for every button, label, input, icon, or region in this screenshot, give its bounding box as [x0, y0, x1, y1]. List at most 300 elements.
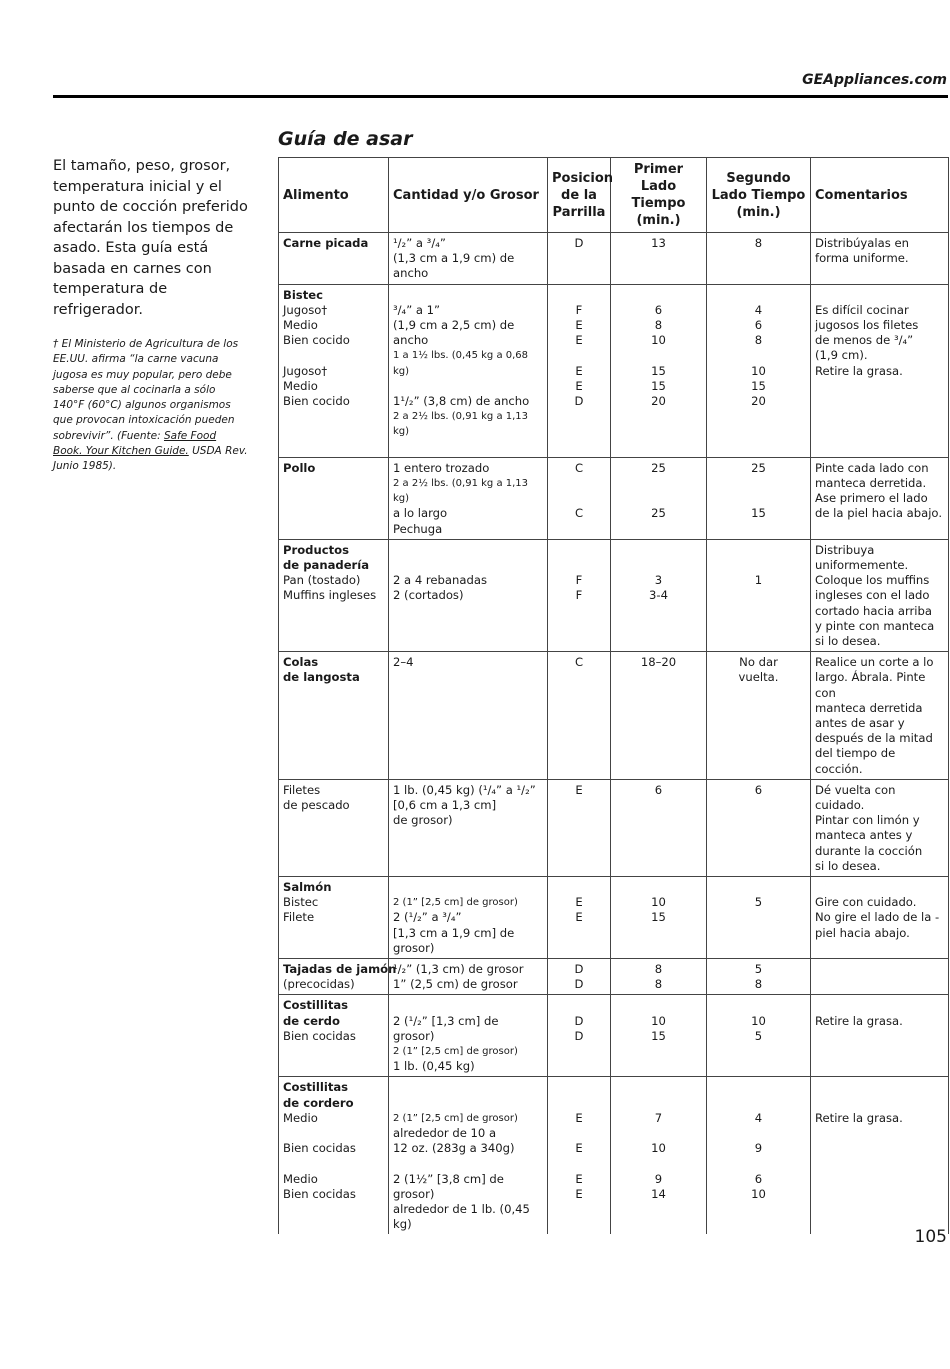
- quantity-cell: [389, 779, 548, 876]
- cell-line: 7: [654, 1110, 663, 1125]
- cell-line: Retire la grasa.: [815, 363, 903, 378]
- food-item: Filete: [283, 910, 315, 925]
- cell-line: [711, 558, 806, 573]
- page-number: 105: [914, 1227, 947, 1247]
- cell-line: [815, 1172, 944, 1187]
- cell-line: [393, 998, 543, 1013]
- food-item: de pescado: [283, 798, 350, 813]
- cell-line: 8: [754, 236, 763, 250]
- cell-line: 25: [651, 506, 666, 521]
- cell-line: 10: [751, 1186, 766, 1201]
- cell-line: No gire el lado de la -: [815, 910, 940, 925]
- cell-line: Distribúyalas en: [815, 236, 909, 250]
- table-row: [279, 233, 949, 285]
- cell-line: 2 (1” [2,5 cm] de grosor): [393, 1046, 518, 1058]
- cell-line: 5: [754, 1028, 763, 1043]
- food-category: Costillitas: [283, 998, 349, 1013]
- cell-line: Distribuya: [815, 542, 875, 557]
- cell-line: 8: [654, 977, 663, 992]
- food-category: Colas: [283, 655, 319, 670]
- food-item: [283, 1156, 384, 1171]
- cell-line: ingleses con el lado: [815, 588, 930, 603]
- food-category: Salmón: [283, 880, 332, 895]
- cell-line: [1,3 cm a 1,9 cm] de grosor): [393, 925, 515, 955]
- table-row: [279, 539, 949, 651]
- cell-line: E: [575, 1141, 583, 1156]
- food-cell: [279, 284, 389, 457]
- cell-line: [393, 1096, 543, 1111]
- cell-line: 25: [751, 460, 766, 475]
- cell-line: piel hacia abajo.: [815, 925, 910, 940]
- cell-line: E: [575, 1171, 583, 1186]
- cell-line: 15: [651, 378, 666, 393]
- cell-line: [711, 910, 806, 925]
- table-body: [279, 233, 949, 1235]
- grilling-guide-table: [278, 157, 949, 1234]
- quantity-cell: [389, 1077, 548, 1234]
- food-item: Medio: [283, 318, 318, 333]
- table-row: [279, 284, 949, 457]
- first-side-cell: [611, 1077, 707, 1234]
- cell-line: [552, 288, 606, 303]
- cell-line: Pintar con limón y: [815, 813, 920, 828]
- rack-position-cell: [548, 877, 611, 959]
- first-side-cell: [611, 652, 707, 780]
- cell-line: [552, 476, 606, 491]
- first-side-cell: [611, 539, 707, 651]
- cell-line: [711, 476, 806, 491]
- cell-line: de la piel hacia abajo.: [815, 506, 943, 521]
- food-cell: [279, 779, 389, 876]
- food-item: Bien cocidas: [283, 1028, 356, 1043]
- food-category: Productos: [283, 542, 350, 557]
- cell-line: y pinte con manteca: [815, 618, 935, 633]
- comments-cell: [811, 284, 949, 457]
- food-category: Costillitas: [283, 1080, 349, 1095]
- rack-position-cell: [548, 995, 611, 1077]
- cell-line: [815, 962, 944, 977]
- table-row: [279, 779, 949, 876]
- cell-line: 8: [754, 977, 763, 992]
- cell-line: [393, 379, 543, 394]
- cell-line: F: [575, 588, 583, 603]
- cell-line: [711, 1126, 806, 1141]
- cell-line: E: [575, 333, 583, 348]
- comments-cell: [811, 995, 949, 1077]
- quantity-cell: [389, 539, 548, 651]
- second-side-cell: [707, 1077, 811, 1234]
- cell-line: 6: [754, 1171, 763, 1186]
- cell-line: Retire la grasa.: [815, 1013, 903, 1028]
- footnote: [53, 337, 248, 475]
- food-item: [283, 348, 384, 363]
- cell-line: si lo desea.: [815, 634, 881, 649]
- cell-line: Pinte cada lado con: [815, 460, 929, 475]
- cell-line: [815, 1044, 944, 1059]
- table-row: [279, 652, 949, 780]
- cell-line: Gire con cuidado.: [815, 895, 917, 910]
- cell-line: [393, 440, 543, 455]
- cell-line: 4: [754, 1110, 763, 1125]
- cell-line: 9: [754, 1141, 763, 1156]
- rack-position-cell: [548, 779, 611, 876]
- food-item: Pan (tostado): [283, 573, 361, 588]
- second-side-cell: [707, 233, 811, 285]
- comments-cell: [811, 652, 949, 780]
- cell-line: del tiempo de cocción.: [815, 746, 896, 776]
- cell-line: cortado hacia arriba: [815, 603, 932, 618]
- cell-line: [711, 926, 806, 941]
- cell-line: E: [575, 378, 583, 393]
- cell-line: [615, 1096, 702, 1111]
- comments-cell: [811, 233, 949, 285]
- cell-line: [815, 1126, 944, 1141]
- quantity-cell: [389, 284, 548, 457]
- cell-line: (1,9 cm).: [815, 348, 868, 363]
- food-item: Bien cocido: [283, 333, 350, 348]
- cell-line: [552, 1044, 606, 1059]
- table-row: [279, 457, 949, 539]
- food-item: Bien cocido: [283, 394, 350, 409]
- intro-text: El tamaño, peso, grosor, temperatura inicial y el punto de cocción preferido afectarán los tiempos de asado. Esta guía está basada en carnes con temperatura de refrigerador.: [53, 158, 248, 318]
- cell-line: [711, 348, 806, 363]
- first-side-cell: [611, 284, 707, 457]
- second-side-cell: [707, 652, 811, 780]
- cell-line: [711, 588, 806, 603]
- cell-line: vuelta.: [738, 670, 779, 685]
- cell-line: [711, 1096, 806, 1111]
- food-item: Medio: [283, 1110, 318, 1125]
- cell-line: [711, 880, 806, 895]
- cell-line: [615, 288, 702, 303]
- table-row: [279, 959, 949, 995]
- cell-line: [615, 491, 702, 506]
- cell-line: No dar: [739, 655, 778, 670]
- cell-line: [815, 998, 944, 1013]
- cell-line: 2 (1½” [3,8 cm] de grosor): [393, 1171, 504, 1201]
- cell-line: 12 oz. (283g a 340g): [393, 1141, 515, 1156]
- food-item: Filetes: [283, 782, 321, 797]
- footnote-source: Safe Food Book. Your Kitchen Guide.: [53, 429, 217, 458]
- cell-line: 5: [754, 962, 763, 977]
- cell-line: 18–20: [640, 655, 677, 670]
- cell-line: E: [575, 910, 583, 925]
- quantity-cell: [389, 959, 548, 995]
- cell-line: ¹/₂” a ³/₄”: [393, 236, 446, 250]
- cell-line: Pechuga: [393, 521, 443, 536]
- cell-line: 1 entero trozado: [393, 460, 490, 475]
- cell-line: F: [575, 302, 583, 317]
- cell-line: de grosor): [393, 813, 453, 828]
- food-cell: [279, 652, 389, 780]
- cell-line: Realice un corte a lo: [815, 655, 934, 670]
- food-cell: [279, 539, 389, 651]
- food-cell: [279, 1077, 389, 1234]
- cell-line: F: [575, 573, 583, 588]
- cell-line: [815, 1141, 944, 1156]
- rack-position-cell: [548, 959, 611, 995]
- cell-line: 5: [754, 895, 763, 910]
- cell-line: 8: [654, 962, 663, 977]
- cell-line: [815, 1029, 944, 1044]
- cell-line: Dé vuelta con cuidado.: [815, 782, 896, 813]
- second-side-cell: [707, 877, 811, 959]
- cell-line: 20: [651, 394, 666, 408]
- table-header-row: [279, 158, 949, 233]
- cell-line: 1 a 1½ lbs. (0,45 kg a 0,68 kg): [393, 350, 529, 377]
- cell-line: manteca derretida: [815, 700, 923, 715]
- cell-line: [711, 1044, 806, 1059]
- cell-line: E: [575, 1186, 583, 1201]
- cell-line: [815, 394, 944, 409]
- comments-cell: [811, 539, 949, 651]
- table-row: [279, 1077, 949, 1234]
- comments-cell: [811, 457, 949, 539]
- cell-line: 10: [651, 895, 666, 910]
- second-side-cell: [707, 959, 811, 995]
- cell-line: 2 (¹/₂” a ³/₄”: [393, 910, 462, 925]
- second-side-cell: [707, 284, 811, 457]
- cell-line: E: [575, 363, 583, 378]
- food-item: Bien cocidas: [283, 1186, 356, 1201]
- cell-line: 2 (1” [2,5 cm] de grosor): [393, 897, 518, 909]
- rack-position-cell: [548, 284, 611, 457]
- second-side-cell: [707, 539, 811, 651]
- cell-line: 10: [751, 1013, 766, 1028]
- cell-line: 1 lb. (0,45 kg) (¹/₄” a ¹/₂”: [393, 782, 536, 797]
- cell-line: C: [574, 655, 584, 670]
- cell-line: [552, 926, 606, 941]
- cell-line: forma uniforme.: [815, 251, 909, 266]
- cell-line: [815, 288, 944, 303]
- cell-line: después de la mitad: [815, 731, 933, 746]
- cell-line: [711, 543, 806, 558]
- cell-line: ¹/₂” (1,3 cm) de grosor: [393, 962, 524, 977]
- first-side-cell: [611, 877, 707, 959]
- food-item: Bistec: [283, 895, 319, 910]
- cell-line: E: [575, 782, 583, 797]
- cell-line: 14: [651, 1186, 666, 1201]
- food-cell: [279, 877, 389, 959]
- cell-line: largo. Ábrala. Pinte con: [815, 670, 926, 700]
- rack-position-cell: [548, 539, 611, 651]
- cell-line: a lo largo: [393, 506, 448, 521]
- cell-line: [815, 880, 944, 895]
- cell-line: E: [575, 895, 583, 910]
- cell-line: 2 a 4 rebanadas: [393, 573, 487, 588]
- cell-line: 2 a 2½ lbs. (0,91 kg a 1,13 kg): [393, 411, 529, 438]
- second-side-cell: [707, 457, 811, 539]
- cell-line: 1 lb. (0,45 kg): [393, 1059, 475, 1074]
- food-cell: [279, 959, 397, 995]
- comments-cell: [811, 877, 949, 959]
- quantity-cell: [389, 877, 548, 959]
- cell-line: antes de asar y: [815, 716, 905, 731]
- cell-line: uniformemente.: [815, 558, 909, 573]
- cell-line: 8: [654, 318, 663, 332]
- cell-line: [393, 543, 543, 558]
- first-side-cell: [611, 959, 707, 995]
- rack-position-cell: [548, 652, 611, 780]
- cell-line: 6: [754, 318, 763, 332]
- cell-line: (1,9 cm a 2,5 cm) de ancho: [393, 318, 515, 348]
- header-comments: Comentarios: [811, 158, 949, 233]
- cell-line: D: [574, 962, 584, 977]
- cell-line: [711, 288, 806, 303]
- food-category: Carne picada: [283, 236, 369, 250]
- cell-line: [711, 1156, 806, 1171]
- cell-line: 15: [651, 910, 666, 925]
- cell-line: [552, 558, 606, 573]
- cell-line: D: [574, 1028, 584, 1043]
- cell-line: [615, 543, 702, 558]
- cell-line: [615, 1044, 702, 1059]
- cell-line: [552, 1096, 606, 1111]
- site-url: GEAppliances.com: [802, 72, 947, 88]
- first-side-cell: [611, 779, 707, 876]
- cell-line: E: [575, 318, 583, 332]
- cell-line: [393, 288, 543, 303]
- cell-line: C: [574, 460, 584, 475]
- cell-line: C: [574, 506, 584, 521]
- header-food: Alimento: [279, 158, 389, 233]
- cell-line: [552, 1080, 606, 1095]
- cell-line: [552, 348, 606, 363]
- food-item: Bien cocidas: [283, 1141, 356, 1156]
- cell-line: [393, 1156, 543, 1171]
- cell-line: 2–4: [393, 655, 414, 670]
- food-category: de panadería: [283, 558, 370, 573]
- cell-line: 1¹/₂” (3,8 cm) de ancho: [393, 394, 530, 408]
- cell-line: ³/₄” a 1”: [393, 302, 441, 317]
- cell-line: D: [574, 1013, 584, 1028]
- cell-line: manteca derretida.: [815, 476, 927, 490]
- food-category: de cordero: [283, 1095, 354, 1110]
- cell-line: Ase primero el lado: [815, 491, 928, 506]
- comments-cell: [811, 1077, 949, 1234]
- cell-line: 1” (2,5 cm) de grosor: [393, 977, 518, 992]
- cell-line: [552, 1156, 606, 1171]
- cell-line: Es difícil cocinar: [815, 302, 909, 317]
- cell-line: 3-4: [649, 588, 668, 603]
- food-item: (precocidas): [283, 977, 355, 992]
- cell-line: [815, 379, 944, 394]
- cell-line: 10: [751, 363, 766, 378]
- cell-line: durante la cocción: [815, 843, 923, 858]
- food-category: Bistec: [283, 287, 323, 302]
- first-side-cell: [611, 995, 707, 1077]
- cell-line: 2 a 2½ lbs. (0,91 kg a 1,13 kg): [393, 478, 529, 505]
- quantity-cell: [389, 995, 548, 1077]
- cell-line: 2 (1” [2,5 cm] de grosor): [393, 1112, 518, 1124]
- cell-line: 6: [754, 782, 763, 797]
- cell-line: 15: [751, 378, 766, 393]
- cell-line: [0,6 cm a 1,3 cm]: [393, 798, 497, 813]
- table-row: [279, 995, 949, 1077]
- cell-line: [615, 558, 702, 573]
- cell-line: 6: [654, 302, 663, 317]
- quantity-cell: [389, 652, 548, 780]
- cell-line: de menos de ³/₄”: [815, 333, 914, 348]
- cell-line: 10: [651, 1141, 666, 1156]
- cell-line: Retire la grasa.: [815, 1110, 903, 1125]
- quantity-cell: [389, 233, 548, 285]
- cell-line: 2 (cortados): [393, 588, 464, 603]
- cell-line: [393, 880, 543, 895]
- cell-line: [711, 491, 806, 506]
- food-item: Medio: [283, 378, 318, 393]
- cell-line: 20: [751, 394, 766, 408]
- food-category: de cerdo: [283, 1013, 340, 1028]
- header-rule: [53, 95, 948, 98]
- cell-line: 3: [654, 573, 663, 588]
- food-cell: [279, 457, 389, 539]
- header-second-side: Segundo Lado Tiempo (min.): [707, 158, 811, 233]
- comments-cell: [811, 959, 949, 995]
- food-category: de langosta: [283, 670, 360, 685]
- cell-line: alrededor de 10 a: [393, 1126, 497, 1141]
- cell-line: [615, 880, 702, 895]
- rack-position-cell: [548, 233, 611, 285]
- header-rack-position: Posicion de la Parrilla: [548, 158, 611, 233]
- cell-line: [615, 1080, 702, 1095]
- cell-line: [615, 926, 702, 941]
- cell-line: 15: [651, 363, 666, 378]
- cell-line: 8: [754, 333, 763, 348]
- cell-line: 4: [754, 302, 763, 317]
- header-quantity: Cantidad y/o Grosor: [389, 158, 548, 233]
- cell-line: jugosos los filetes: [815, 318, 919, 332]
- food-item: [283, 1126, 384, 1141]
- cell-line: [711, 1080, 806, 1095]
- cell-line: D: [574, 394, 584, 408]
- cell-line: [711, 998, 806, 1013]
- rack-position-cell: [548, 1077, 611, 1234]
- cell-line: D: [574, 977, 584, 992]
- cell-line: E: [575, 1110, 583, 1125]
- cell-line: 25: [651, 460, 666, 475]
- cell-line: si lo desea.: [815, 858, 881, 873]
- food-cell: [279, 233, 389, 285]
- cell-line: 13: [651, 236, 666, 250]
- rack-position-cell: [548, 457, 611, 539]
- cell-line: [815, 1187, 944, 1202]
- cell-line: [815, 1096, 944, 1111]
- food-item: Jugoso†: [283, 302, 328, 317]
- food-item: Jugoso†: [283, 363, 328, 378]
- cell-line: manteca antes y: [815, 828, 913, 843]
- food-item: Muffins ingleses: [283, 588, 377, 603]
- cell-line: 9: [654, 1171, 663, 1186]
- header-first-side: Primer Lado Tiempo (min.): [611, 158, 707, 233]
- first-side-cell: [611, 233, 707, 285]
- cell-line: [552, 998, 606, 1013]
- cell-line: [393, 1080, 543, 1095]
- cell-line: alrededor de 1 lb. (0,45 kg): [393, 1202, 530, 1232]
- cell-line: [615, 1156, 702, 1171]
- cell-line: [815, 1156, 944, 1171]
- cell-line: 15: [751, 506, 766, 521]
- cell-line: [615, 1126, 702, 1141]
- cell-line: 15: [651, 1028, 666, 1043]
- comments-cell: [811, 779, 949, 876]
- footnote-text: † El Ministerio de Agricultura de los EE.UU. afirma “la carne vacuna jugosa es muy popular, pero debe saberse que al cocinarla a sólo 140°F (60°C) algunos organismos que provocan intoxicación pueden sobrevivir”. (Fuente:: [53, 338, 239, 442]
- first-side-cell: [611, 457, 707, 539]
- food-item: Medio: [283, 1171, 318, 1186]
- cell-line: 1: [754, 573, 763, 588]
- cell-line: [815, 1080, 944, 1095]
- footnote-tail: USDA Rev. Junio 1985).: [53, 445, 248, 473]
